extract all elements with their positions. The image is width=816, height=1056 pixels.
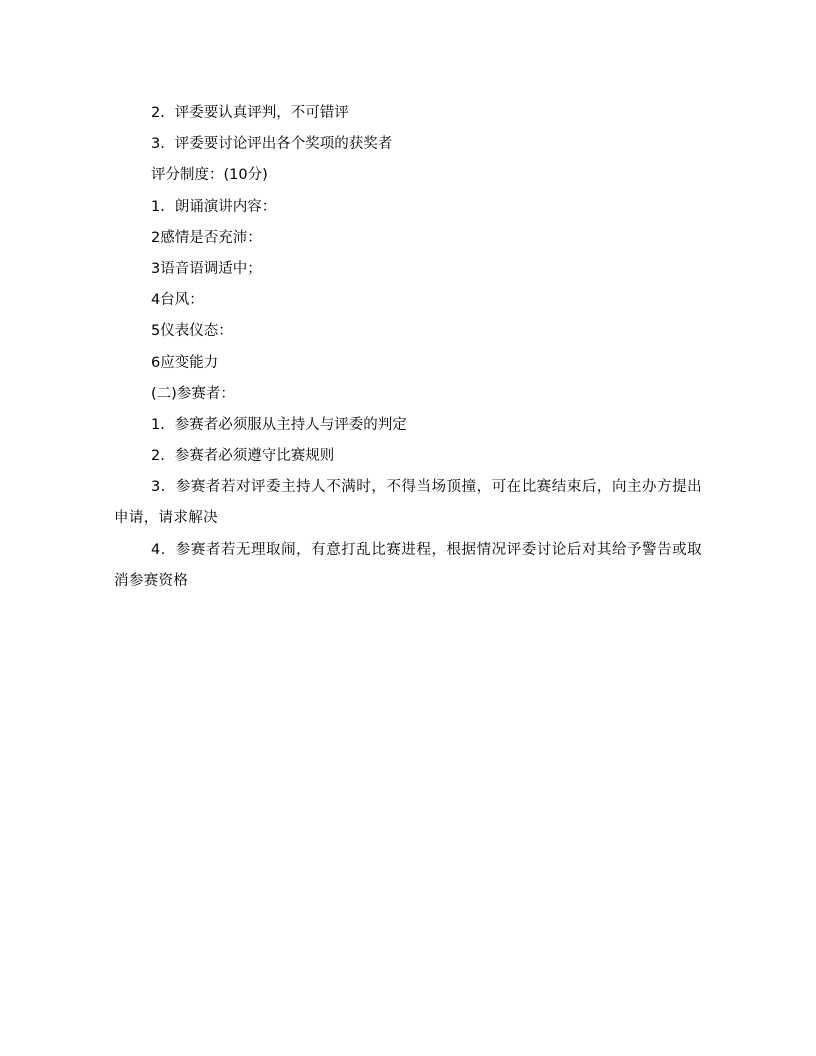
rule-judge-3: 3．评委要讨论评出各个奖项的获奖者 xyxy=(151,136,393,153)
scoring-item-4: 4台风： xyxy=(151,292,204,309)
rule-contestant-4: 4．参赛者若无理取闹，有意打乱比赛进程，根据情况评委讨论后对其给予警告或取消参赛资格 xyxy=(114,541,702,589)
scoring-item-5: 5仪表仪态： xyxy=(151,323,233,340)
scoring-item-3: 3语音语调适中； xyxy=(151,260,262,277)
rule-contestant-1: 1．参赛者必须服从主持人与评委的判定 xyxy=(151,416,407,433)
scoring-heading: 评分制度：(10分) xyxy=(151,167,268,184)
scoring-item-2: 2感情是否充沛： xyxy=(151,229,262,246)
scoring-item-6: 6应变能力 xyxy=(151,354,219,371)
scoring-item-1: 1．朗诵演讲内容： xyxy=(151,198,277,215)
section-heading-contestants: (二)参赛者： xyxy=(151,385,235,402)
rule-contestant-3: 3．参赛者若对评委主持人不满时，不得当场顶撞，可在比赛结束后，向主办方提出申请，请求解决 xyxy=(114,479,702,527)
document-body xyxy=(114,98,702,597)
rule-contestant-2: 2．参赛者必须遵守比赛规则 xyxy=(151,448,335,465)
rule-judge-2: 2．评委要认真评判，不可错评 xyxy=(151,105,349,121)
